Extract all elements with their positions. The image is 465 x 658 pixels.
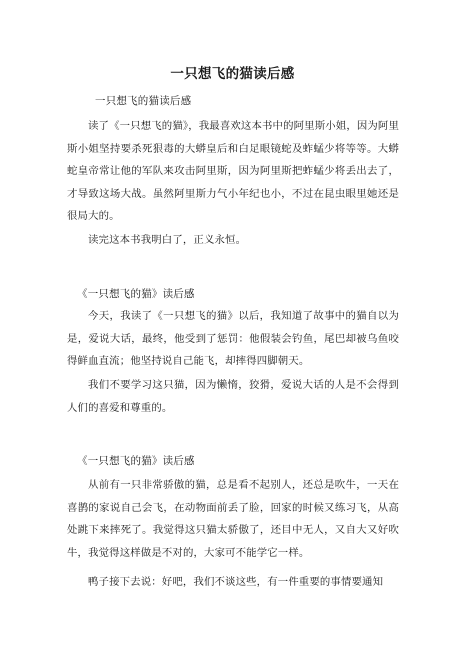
- section-heading: 一只想飞的猫读后感: [95, 95, 192, 107]
- section-heading: 《一只想飞的猫》读后感: [77, 455, 195, 467]
- paragraph: 鸭子接下去说：好吧，我们不谈这些，有一件重要的事情要通知: [88, 576, 384, 588]
- paragraph: 从前有一只非常骄傲的猫，总是看不起别人，还总是吹牛，一天在喜鹊的家说自己会飞，在动物面前丢了脸，回家的时候又练习飞，从高处跳下来摔死了。我觉得这只猫太骄傲了，还目中无人，又自大又好吹牛，我觉得这样做是不对的，大家可不能学它一样。: [67, 479, 399, 559]
- paragraph: 读了《一只想飞的猫》，我最喜欢这本书中的阿里斯小姐，因为阿里斯小姐坚持要杀死狠毒的大蟒皇后和白足眼镜蛇及蚱蜢少将等等。大蟒蛇皇帝常让他的军队来攻击阿里斯，因为阿里斯把蚱蜢少将丢出去了，才导致这场大战。虽然阿里斯力气小年纪也小，不过在昆虫眼里她还是很局大的。: [67, 120, 400, 223]
- document-title: 一只想飞的猫读后感: [170, 66, 295, 82]
- paragraph: 我们不要学习这只猫，因为懒惰，狡猾，爱说大话的人是不会得到人们的喜爱和尊重的。: [67, 379, 399, 414]
- section-heading: 《一只想飞的猫》读后感: [77, 288, 195, 300]
- paragraph: 读完这本书我明白了，正义永恒。: [88, 234, 247, 246]
- paragraph: 今天，我读了《一只想飞的猫》以后，我知道了故事中的猫自以为是，爱说大话，最终，他受到了惩罚：他假装会钓鱼，尾巴却被乌鱼咬得鲜血直流；他坚持说自己能飞，却摔得四脚朝天。: [67, 310, 399, 368]
